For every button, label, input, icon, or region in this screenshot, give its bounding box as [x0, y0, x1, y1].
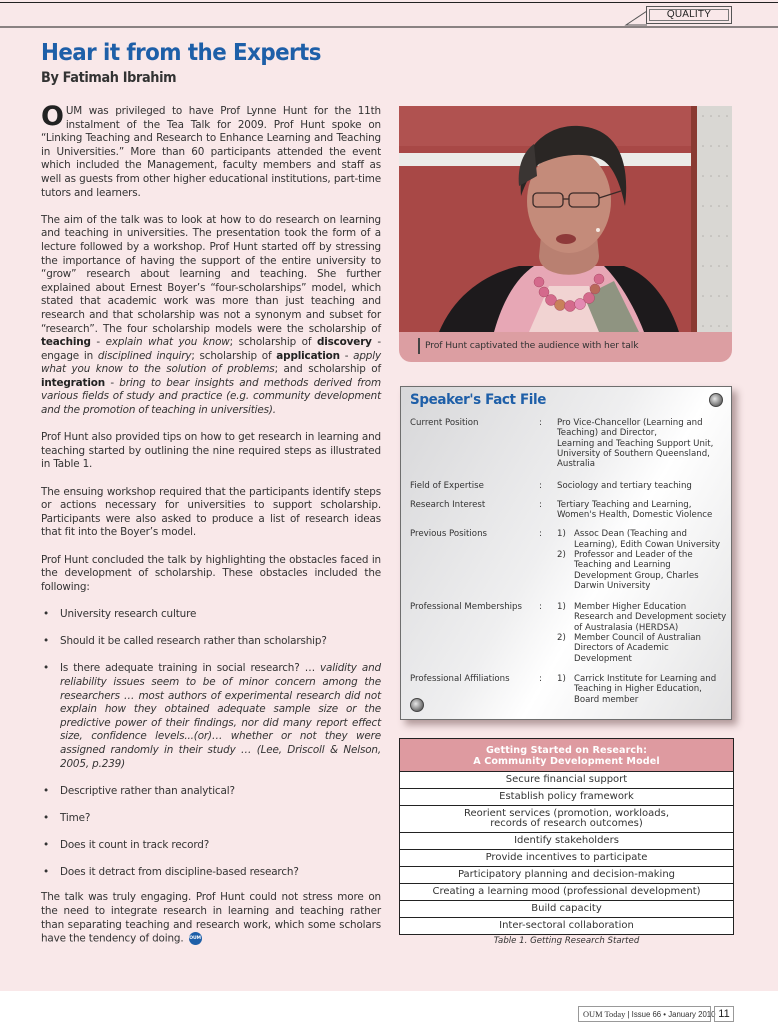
speaker-photo: [399, 106, 732, 332]
tips-paragraph: Prof Hunt also provided tips on how to get research in learning and teaching started by outlining the nine required steps as illustrated in Table 1.: [41, 431, 381, 471]
speaker-photo-illustration: [399, 106, 732, 332]
fact-file-rows: [410, 418, 728, 715]
table-caption: Table 1. Getting Research Started: [493, 936, 640, 946]
oum-end-badge-icon: OUM: [189, 932, 202, 945]
section-tag-pointer: [622, 10, 648, 26]
article-body: [41, 101, 381, 960]
section-tag: QUALITY: [646, 6, 732, 24]
speakers-fact-file: [400, 386, 732, 720]
photo-caption: Prof Hunt captivated the audience with her talk: [425, 340, 639, 351]
top-rule: [0, 2, 778, 3]
drop-cap: O: [41, 101, 64, 132]
workshop-paragraph: The ensuing workshop required that the participants identify steps or actions necessary for universities to support scholarship. Participants were also asked to produce a list of research ideas that fit into the Boyer’s model.: [41, 485, 381, 539]
table-row: Participatory planning and decision-making: [400, 867, 733, 884]
header-rule: [0, 26, 778, 28]
list-item: • Should it be called research rather than scholarship?: [41, 635, 381, 649]
list-item: 1) Carrick Institute for Learning and Teaching in Higher Education, Board member: [557, 673, 717, 705]
table-row: Creating a learning mood (professional development): [400, 884, 733, 901]
fact-row-professional-affiliations: Professional Affiliations : 1) Carrick Institute for Learning and Teaching in Higher Education, Board member: [410, 674, 728, 705]
table-row: Build capacity: [400, 901, 733, 918]
list-item: 2) Member Council of Australian Directors of Academic Development: [557, 633, 701, 664]
article-byline: By Fatimah Ibrahim: [41, 70, 177, 86]
list-item: 2) Professor and Leader of the Teaching and Learning Development Group, Charles Darwin University: [557, 549, 699, 591]
fact-row-field-of-expertise: Field of Expertise : Sociology and tertiary teaching: [410, 481, 692, 492]
list-item: • Descriptive rather than analytical?: [41, 785, 381, 799]
list-item: • Time?: [41, 812, 381, 826]
article-title: Hear it from the Experts: [41, 40, 321, 66]
table-row: Identify stakeholders: [400, 833, 733, 850]
closing-paragraph: The talk was truly engaging. Prof Hunt could not stress more on the need to integrate research in learning and teaching rather than separating teaching and research work, which some scholars have the tendency of doing. OUM: [41, 891, 381, 945]
obstacles-list: [41, 608, 381, 880]
fact-file-title: Speaker's Fact File: [410, 392, 547, 408]
table-row: Inter-sectoral collaboration: [499, 920, 634, 931]
list-item: 1) Member Higher Education Research and Development society of Australasia (HERDSA): [557, 602, 727, 633]
boyer-model-paragraph: The aim of the talk was to look at how to do research on learning and teaching in universities. The presentation took the form of a lecture followed by a workshop. Prof Hunt started off by stressing the importance of having the support of the entire university to “grow” research about learning and teaching. She further explained about Ernest Boyer’s “four-scholarships” model, which stated that academic work was more than just teaching and research and that scholarship was not a synonym and subset for “research”. The four scholarship models were the scholarship of teaching - explain what you know; scholarship of discovery - engage in disciplined inquiry; scholarship of application - apply what you know to the solution of problems; and scholarship of integration - bring to bear insights and methods derived from various fields of study and practice (e.g. community development and the promotion of teaching in universities).: [41, 213, 381, 417]
intro-paragraph: OUM was privileged to have Prof Lynne Hunt for the 11th instalment of the Tea Talk for 2009. Prof Hunt spoke on “Linking Teaching and Research to Enhance Learning and Teaching in Universities.” More than 60 participants attended the event which included the Management, faculty members and staff as well as guests from other higher educational institutions, part-time tutors and learners.: [41, 101, 381, 199]
caption-bar: [418, 338, 420, 354]
list-item: • Does it detract from discipline-based research?: [41, 866, 381, 880]
obstacles-paragraph: Prof Hunt concluded the talk by highlighting the obstacles faced in the development of scholarship. These obstacles included the following:: [41, 553, 381, 593]
list-item: • University research culture: [41, 608, 381, 622]
fact-row-current-position: Current Position : Pro Vice-Chancellor (Learning and Teaching) and Director, Learning and Teaching Support Unit, University of Southern Queensland, Australia: [410, 418, 714, 470]
publication-name: OUM Today: [583, 1010, 626, 1019]
list-item: • Does it count in track record?: [41, 839, 381, 853]
fact-row-previous-positions: Previous Positions : 1) Assoc Dean (Teaching and Learning), Edith Cowan University 2) Professor and Leader of the Teaching and Learning Development Group, Charles Darwin University: [410, 529, 728, 591]
issue-info: Issue 66 • January 2010: [631, 1010, 716, 1019]
table-header: Getting Started on Research: A Community Development Model: [400, 739, 733, 772]
knob-icon: [709, 393, 723, 407]
photo-frame: [399, 106, 732, 362]
list-item: • Is there adequate training in social research? … validity and reliability issues seem to be of minor concern among the researchers … most authors of experimental research did not explain how they obtained adequate sample size or the predictive power of their findings, nor did many report effect size, confidence levels...(or)… whether or not they were assigned randomly in their study … (Lee, Driscoll & Nelson, 2005, p.239): [41, 662, 381, 771]
fact-row-research-interest: Research Interest : Tertiary Teaching and Learning, Women's Health, Domestic Violence: [410, 499, 713, 521]
list-item: 1) Assoc Dean (Teaching and Learning), Edith Cowan University: [557, 529, 721, 550]
table-row: Establish policy framework: [400, 789, 733, 806]
table-row: Secure financial support: [400, 772, 733, 789]
research-steps-table: [399, 738, 734, 935]
page-number: 11: [714, 1006, 734, 1022]
fact-row-professional-memberships: Professional Memberships : 1) Member Higher Education Research and Development society of Australasia (HERDSA) 2) Member Council of Australian Directors of Academic Development: [410, 602, 727, 664]
table-row: Reorient services (promotion, workloads, records of research outcomes): [400, 806, 733, 833]
footer-publication-info: OUM Today | Issue 66 • January 2010: [578, 1006, 711, 1022]
table-row: Provide incentives to participate: [400, 850, 733, 867]
